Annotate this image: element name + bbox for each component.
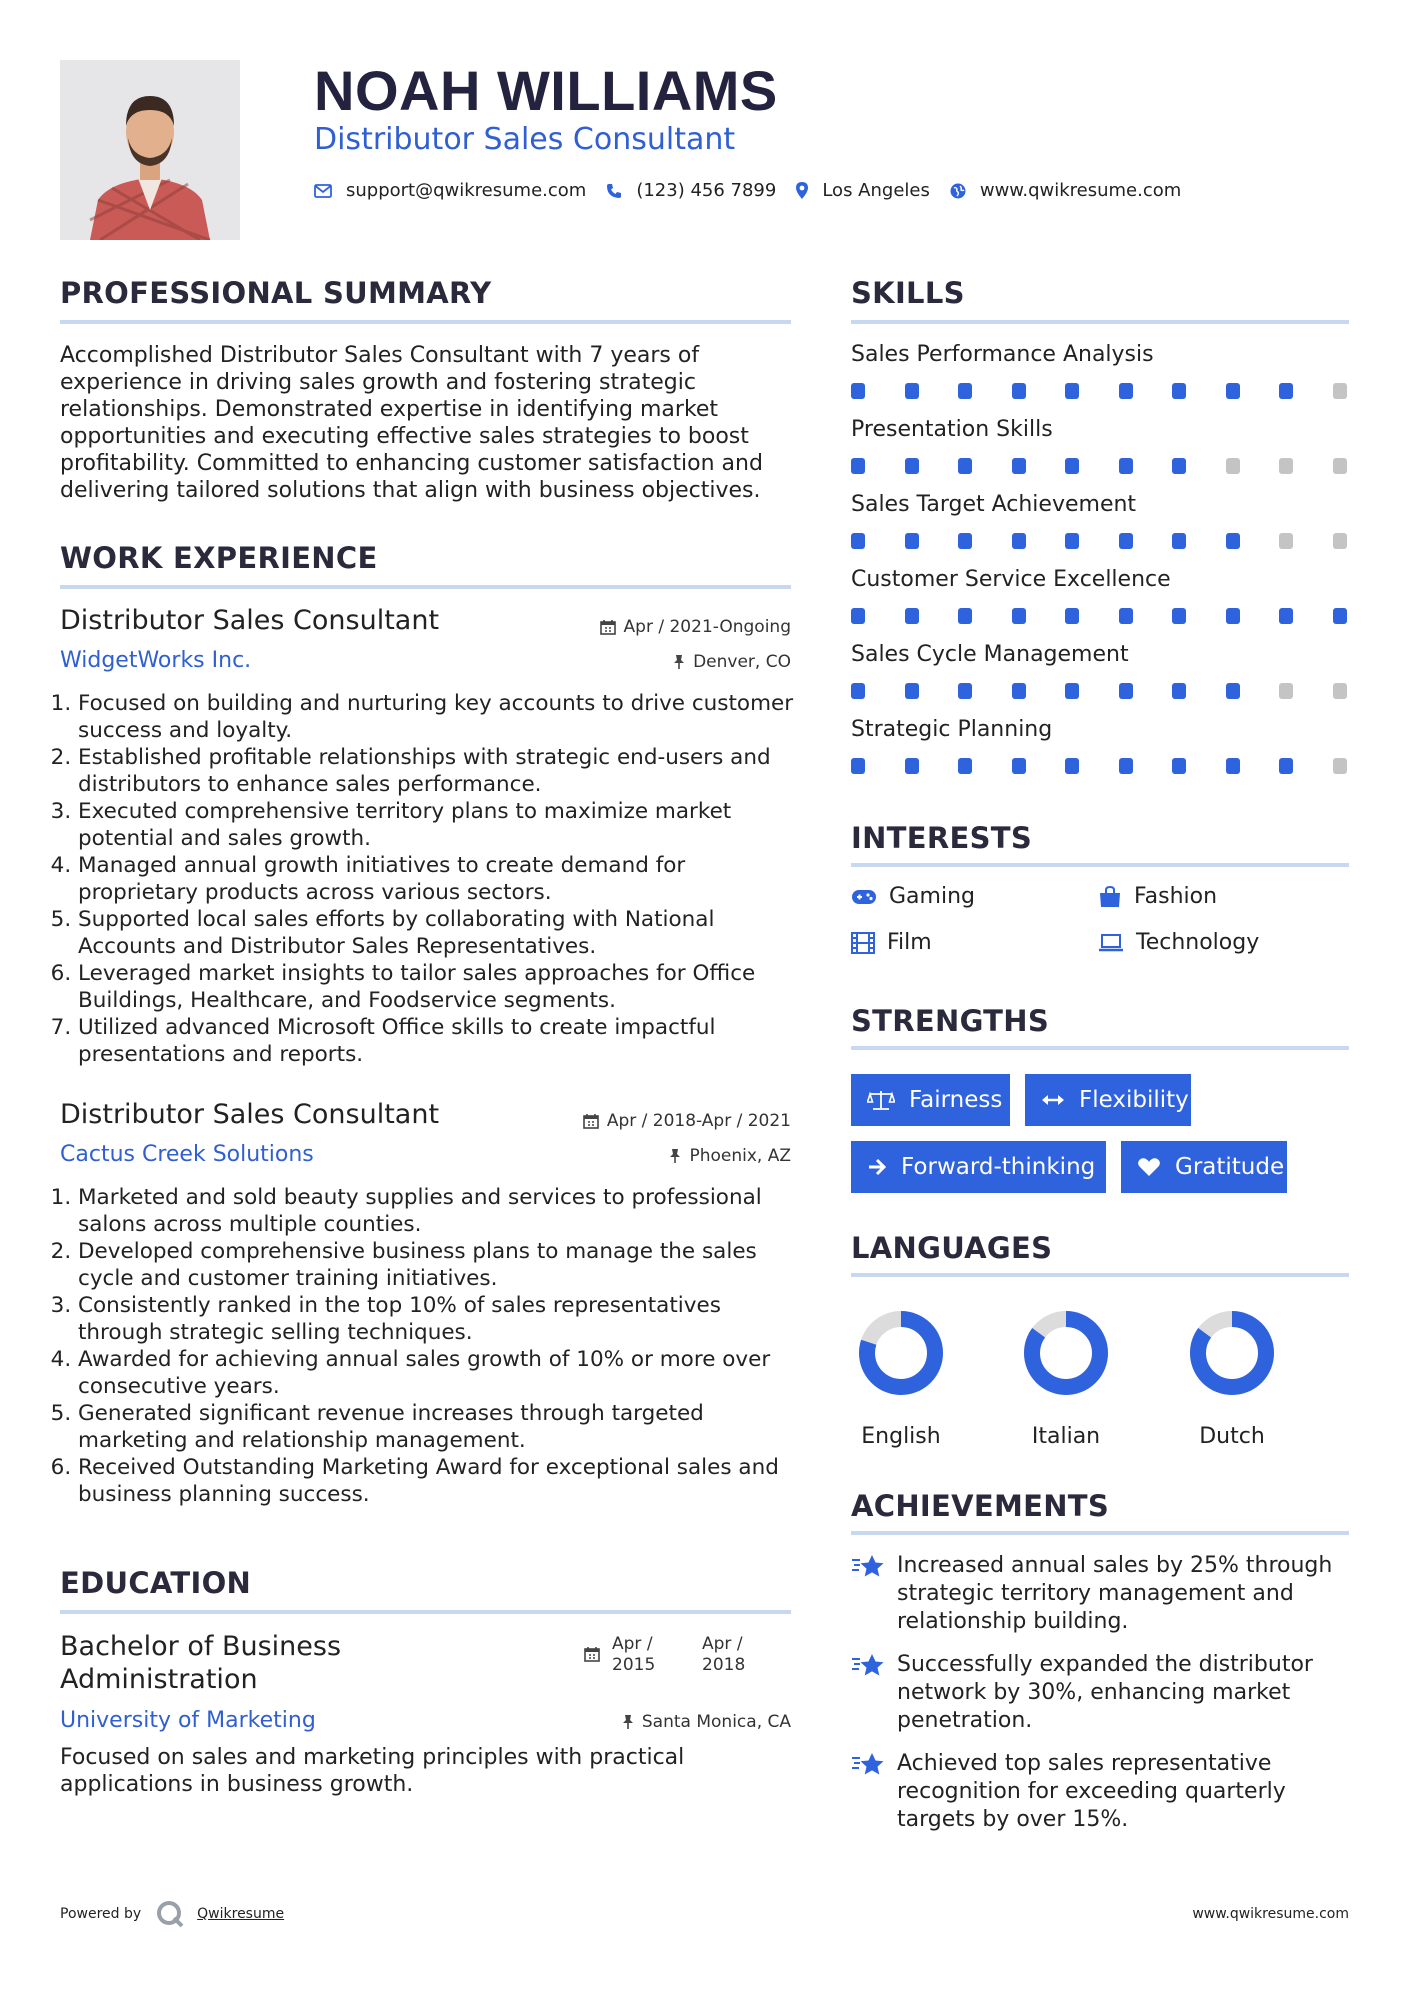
rating-dot-filled: [905, 458, 919, 474]
rating-dot-filled: [905, 758, 919, 774]
interest-gaming: [851, 884, 975, 909]
rating-dot-empty: [1279, 458, 1293, 474]
skill-name: Sales Target Achievement: [851, 492, 1137, 517]
job-dates: [600, 617, 791, 637]
achievement-item: [851, 1750, 1341, 1834]
interest-label: Film: [887, 930, 932, 955]
rating-dot-filled: [1226, 533, 1240, 549]
strength-label: Fairness: [909, 1087, 1003, 1113]
strength-label: Forward-thinking: [901, 1154, 1096, 1180]
phone-icon: [606, 183, 622, 199]
rating-dot-filled: [1172, 683, 1186, 699]
heart-icon: [1137, 1157, 1161, 1177]
rating-dot-filled: [905, 533, 919, 549]
rating-dot-filled: [1226, 383, 1240, 399]
interest-label: Gaming: [889, 884, 975, 909]
responsibility-item: 4. Managed annual growth initiatives to create demand for proprietary products across various sectors.: [78, 852, 800, 906]
rating-dot-filled: [851, 758, 865, 774]
skill-rating: [851, 533, 1349, 549]
responsibility-item: 6. Received Outstanding Marketing Award for exceptional sales and business planning success.: [78, 1454, 800, 1508]
rating-dot-filled: [1279, 758, 1293, 774]
responsibility-item: 3. Executed comprehensive territory plans to maximize market potential and sales growth.: [78, 798, 800, 852]
responsibility-item: 3. Consistently ranked in the top 10% of sales representatives through strategic selling techniques.: [78, 1292, 800, 1346]
pushpin-icon: [673, 654, 685, 670]
job-title: Distributor Sales Consultant: [60, 1099, 440, 1130]
rating-dot-filled: [1012, 608, 1026, 624]
rating-dot-filled: [851, 533, 865, 549]
strength-forward-thinking: [851, 1141, 1106, 1193]
job-location-text: Phoenix, AZ: [689, 1146, 791, 1166]
interests-heading: INTERESTS: [851, 821, 1033, 855]
rating-dot-filled: [958, 608, 972, 624]
summary-heading: PROFESSIONAL SUMMARY: [60, 276, 492, 310]
rating-dot-filled: [1119, 533, 1133, 549]
language-english: [841, 1310, 961, 1449]
education-description: Focused on sales and marketing principles with practical applications in business growth.: [60, 1745, 685, 1797]
skill-name: Strategic Planning: [851, 717, 1053, 742]
achievements-divider: [851, 1531, 1349, 1535]
responsibility-item: 1. Focused on building and nurturing key accounts to drive customer success and loyalty.: [78, 690, 800, 744]
rating-dot-filled: [958, 458, 972, 474]
language-dutch: [1172, 1310, 1292, 1449]
skill-name: Customer Service Excellence: [851, 567, 1171, 592]
footer-website[interactable]: www.qwikresume.com: [1192, 1906, 1349, 1922]
rating-dot-empty: [1333, 533, 1347, 549]
education-location-text: Santa Monica, CA: [641, 1712, 791, 1732]
skill-rating: [851, 383, 1349, 399]
rating-dot-filled: [1119, 683, 1133, 699]
pushpin-icon: [669, 1148, 681, 1164]
achievement-text: Achieved top sales representative recognition for exceeding quarterly targets by over 15%.: [897, 1751, 1286, 1832]
rating-dot-filled: [1279, 383, 1293, 399]
contact-location: [796, 180, 930, 201]
achievements-heading: ACHIEVEMENTS: [851, 1489, 1110, 1523]
rating-dot-filled: [1065, 608, 1079, 624]
strength-label: Flexibility: [1079, 1087, 1189, 1113]
gamepad-icon: [851, 889, 877, 905]
language-name: Italian: [1031, 1424, 1101, 1449]
rating-dot-filled: [1065, 683, 1079, 699]
qwikresume-link[interactable]: Qwikresume: [197, 1906, 285, 1922]
arrows-horizontal-icon: [1041, 1093, 1065, 1107]
strength-flexibility: [1025, 1074, 1191, 1126]
rating-dot-filled: [1012, 533, 1026, 549]
job-location: [669, 1146, 791, 1166]
interest-label: Technology: [1136, 930, 1260, 955]
profile-photo: [60, 60, 240, 240]
responsibility-item: 7. Utilized advanced Microsoft Office skills to create impactful presentations and reports.: [78, 1014, 800, 1068]
responsibility-item: 6. Leveraged market insights to tailor sales approaches for Office Buildings, Healthcare, and Foodservice segments.: [78, 960, 800, 1014]
skill-rating: [851, 458, 1349, 474]
languages-divider: [851, 1273, 1349, 1277]
star-icon: [851, 1752, 885, 1778]
rating-dot-filled: [1333, 608, 1347, 624]
rating-dot-filled: [851, 683, 865, 699]
rating-dot-filled: [1012, 383, 1026, 399]
contact-phone[interactable]: [606, 180, 776, 201]
rating-dot-filled: [1172, 533, 1186, 549]
responsibility-item: 2. Established profitable relationships with strategic end-users and distributors to enhance sales performance.: [78, 744, 800, 798]
footer-powered-by: [60, 1900, 284, 1928]
rating-dot-filled: [1065, 533, 1079, 549]
rating-dot-empty: [1333, 758, 1347, 774]
job-dates-text: Apr / 2018-Apr / 2021: [606, 1111, 791, 1131]
contact-email[interactable]: [314, 180, 586, 201]
school-name[interactable]: University of Marketing: [60, 1708, 316, 1733]
job-location-text: Denver, CO: [693, 652, 791, 672]
skill-name: Presentation Skills: [851, 417, 1053, 442]
laptop-icon: [1098, 934, 1124, 952]
company-name[interactable]: Cactus Creek Solutions: [60, 1142, 314, 1167]
rating-dot-filled: [958, 383, 972, 399]
rating-dot-filled: [1012, 458, 1026, 474]
job-title: Distributor Sales Consultant: [60, 605, 440, 636]
skill-rating: [851, 683, 1349, 699]
candidate-name: NOAH WILLIAMS: [314, 59, 778, 122]
languages-heading: LANGUAGES: [851, 1231, 1053, 1265]
globe-icon: [950, 183, 966, 199]
language-donut-chart: [1023, 1310, 1109, 1396]
experience-divider: [60, 585, 791, 589]
summary-text: Accomplished Distributor Sales Consultant with 7 years of experience in driving sales growth and fostering strategic relationships. Demonstrated expertise in identifying market opportunities and executing effective sales strategies to boost profitability. Committed to enhancing customer satisfaction and delivering tailored solutions that align with business objectives.: [60, 343, 763, 503]
job-location: [673, 652, 791, 672]
rating-dot-filled: [1012, 758, 1026, 774]
location-text: Los Angeles: [822, 180, 930, 201]
strength-gratitude: [1121, 1141, 1287, 1193]
rating-dot-filled: [1119, 758, 1133, 774]
interests-divider: [851, 863, 1349, 867]
achievement-item: [851, 1552, 1341, 1636]
rating-dot-empty: [1226, 458, 1240, 474]
rating-dot-filled: [958, 683, 972, 699]
skill-name: Sales Cycle Management: [851, 642, 1129, 667]
rating-dot-filled: [1279, 608, 1293, 624]
contact-website[interactable]: [950, 180, 1181, 201]
rating-dot-filled: [905, 608, 919, 624]
film-icon: [851, 932, 875, 954]
rating-dot-filled: [1172, 758, 1186, 774]
rating-dot-filled: [1226, 608, 1240, 624]
rating-dot-empty: [1279, 533, 1293, 549]
calendar-icon: [583, 1113, 599, 1129]
rating-dot-empty: [1333, 683, 1347, 699]
skill-name: Sales Performance Analysis: [851, 342, 1154, 367]
envelope-icon: [314, 184, 332, 198]
powered-by-text: Powered by: [60, 1906, 142, 1922]
responsibility-item: 4. Awarded for achieving annual sales growth of 10% or more over consecutive years.: [78, 1346, 800, 1400]
education-heading: EDUCATION: [60, 1566, 252, 1600]
language-donut-chart: [1189, 1310, 1275, 1396]
star-icon: [851, 1653, 885, 1679]
achievement-text: Increased annual sales by 25% through strategic territory management and relationship building.: [897, 1553, 1333, 1634]
rating-dot-filled: [851, 383, 865, 399]
language-donut-chart: [858, 1310, 944, 1396]
language-name: English: [861, 1424, 941, 1449]
degree-title: Bachelor of Business Administration: [60, 1631, 342, 1695]
achievement-text: Successfully expanded the distributor network by 30%, enhancing market penetration.: [897, 1652, 1313, 1733]
strength-fairness: [851, 1074, 1010, 1126]
education-divider: [60, 1610, 791, 1614]
rating-dot-filled: [1065, 758, 1079, 774]
rating-dot-filled: [1172, 458, 1186, 474]
education-start: Apr / 2015: [612, 1634, 656, 1675]
education-end: Apr / 2018: [702, 1634, 746, 1675]
job-dates: [583, 1111, 791, 1131]
rating-dot-empty: [1279, 683, 1293, 699]
rating-dot-empty: [1333, 458, 1347, 474]
rating-dot-filled: [1065, 383, 1079, 399]
responsibility-item: 5. Generated significant revenue increases through targeted marketing and relationship management.: [78, 1400, 800, 1454]
rating-dot-filled: [958, 758, 972, 774]
job-dates-text: Apr / 2021-Ongoing: [623, 617, 791, 637]
responsibility-item: 1. Marketed and sold beauty supplies and services to professional salons across multiple counties.: [78, 1184, 800, 1238]
strength-label: Gratitude: [1175, 1154, 1285, 1180]
calendar-icon: [600, 619, 616, 635]
responsibility-item: 2. Developed comprehensive business plans to manage the sales cycle and customer training initiatives.: [78, 1238, 800, 1292]
rating-dot-filled: [1172, 608, 1186, 624]
rating-dot-filled: [958, 533, 972, 549]
contact-bar: [314, 180, 1201, 201]
arrow-right-icon: [867, 1158, 887, 1176]
rating-dot-filled: [851, 458, 865, 474]
pushpin-icon: [622, 1714, 634, 1730]
phone-text: (123) 456 7899: [636, 180, 777, 201]
experience-heading: WORK EXPERIENCE: [60, 541, 378, 575]
summary-divider: [60, 320, 791, 324]
rating-dot-filled: [1119, 383, 1133, 399]
skill-rating: [851, 608, 1349, 624]
job-responsibilities: [60, 1184, 800, 1508]
skills-heading: SKILLS: [851, 276, 965, 310]
interest-film: [851, 930, 932, 955]
rating-dot-filled: [1226, 683, 1240, 699]
rating-dot-filled: [1119, 608, 1133, 624]
rating-dot-filled: [1172, 383, 1186, 399]
strengths-heading: STRENGTHS: [851, 1004, 1050, 1038]
map-pin-icon: [796, 182, 808, 199]
interest-label: Fashion: [1134, 884, 1218, 909]
shopping-bag-icon: [1098, 886, 1122, 908]
calendar-icon: [584, 1646, 600, 1662]
rating-dot-empty: [1333, 383, 1347, 399]
language-italian: [1006, 1310, 1126, 1449]
rating-dot-filled: [1065, 458, 1079, 474]
strengths-divider: [851, 1046, 1349, 1050]
interest-fashion: [1098, 884, 1217, 909]
rating-dot-filled: [905, 383, 919, 399]
achievement-item: [851, 1651, 1341, 1735]
responsibility-item: 5. Supported local sales efforts by collaborating with National Accounts and Distributor Sales Representatives.: [78, 906, 800, 960]
interest-technology: [1098, 930, 1259, 955]
rating-dot-filled: [1119, 458, 1133, 474]
language-name: Dutch: [1199, 1424, 1265, 1449]
rating-dot-filled: [1012, 683, 1026, 699]
candidate-title: Distributor Sales Consultant: [314, 122, 736, 157]
rating-dot-filled: [851, 608, 865, 624]
star-icon: [851, 1554, 885, 1580]
job-responsibilities: [60, 690, 800, 1068]
education-location: [622, 1712, 791, 1732]
email-text: support@qwikresume.com: [346, 180, 587, 201]
company-name[interactable]: WidgetWorks Inc.: [60, 648, 252, 673]
website-text: www.qwikresume.com: [979, 180, 1182, 201]
skills-divider: [851, 320, 1349, 324]
qwikresume-logo-icon: [155, 1900, 185, 1928]
rating-dot-filled: [905, 683, 919, 699]
balance-scale-icon: [867, 1089, 895, 1111]
rating-dot-filled: [1226, 758, 1240, 774]
education-dates: [612, 1634, 780, 1676]
skill-rating: [851, 758, 1349, 774]
